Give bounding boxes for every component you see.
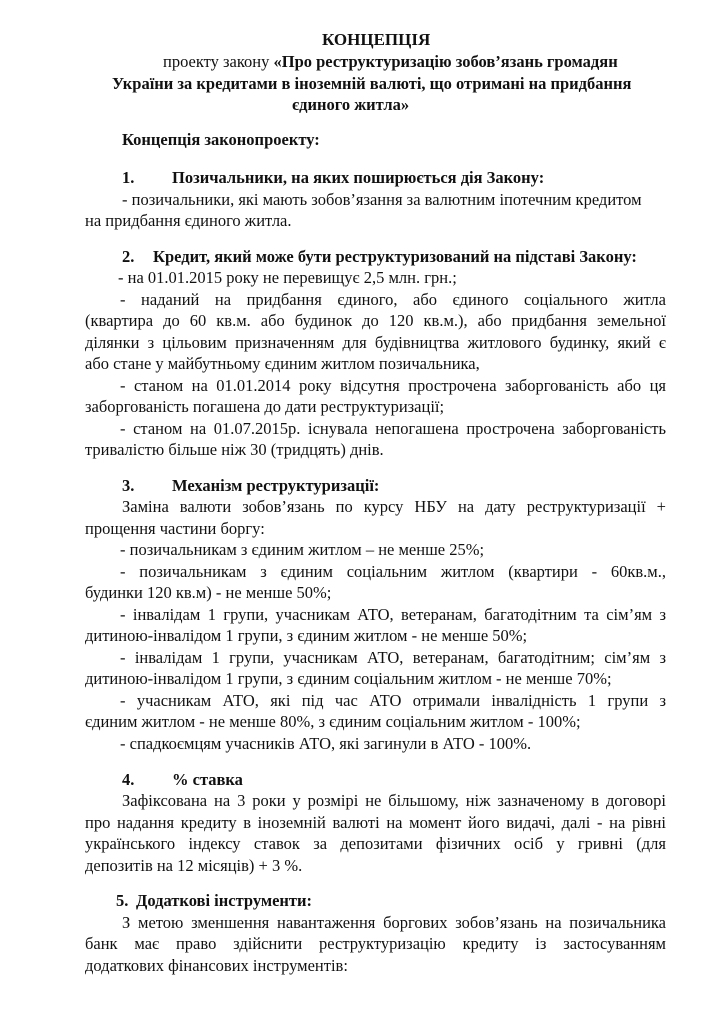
section-2-number: 2. [122,247,135,266]
subtitle-line-1 [163,52,618,72]
section-1-number: 1. [122,168,135,187]
section-3-line-9: дитиною-інвалідом 1 групи, з єдиним соціальним житлом - не менше 70%; [85,669,612,688]
section-2-line-2: - наданий на придбання єдиного, або єдиного соціального житла [120,290,666,309]
section-3-line-7: дитиною-інвалідом 1 групи, з єдиним житлом - не менше 50%; [85,626,528,645]
section-3-line-3: - позичальникам з єдиним житлом – не менше 25%; [120,540,485,559]
section-5-number: 5. [116,891,129,910]
subtitle-line-3: єдиного житла» [292,95,410,114]
section-5-line-1: З метою зменшення навантаження боргових зобов’язань на позичальника [122,913,666,932]
section-3-line-1: Заміна валюти зобов’язань по курсу НБУ на дату реструктуризації + [122,497,666,516]
subtitle-line-2: України за кредитами в іноземній валюті, що отримані на придбання [112,74,632,93]
section-4-line-4: депозитів на 12 місяців) + 3 %. [85,856,303,875]
section-1-line-2: на придбання єдиного житла. [85,211,292,230]
subtitle-prefix: проекту закону [163,52,274,71]
section-3-number: 3. [122,476,135,495]
section-5-line-2: банк має право здійснити реструктуризацію кредиту із застосуванням [85,934,666,953]
section-2-line-3: (квартира до 60 кв.м. або будинок до 120 кв.м.), або придбання земельної [85,311,666,330]
subtitle-bold-1: «Про реструктуризацію зобов’язань громадян [273,52,618,71]
section-4-heading: % ставка [172,770,243,789]
document-title: КОНЦЕПЦІЯ [322,30,431,49]
section-5-heading: Додаткові інструменти: [136,891,313,910]
section-1-heading: Позичальники, на яких поширюється дія Закону: [172,168,545,187]
section-4-line-1: Зафіксована на 3 роки у розмірі не більшому, ніж зазначеному в договорі [122,791,666,810]
section-2-line-7: заборгованість погашена до дати реструктуризації; [85,397,445,416]
section-2-heading: Кредит, який може бути реструктуризований на підставі Закону: [153,247,637,266]
section-2-line-5: або стане у майбутньому єдиним житлом позичальника, [85,354,480,373]
section-3-line-8: - інвалідам 1 групи, учасникам АТО, ветеранам, багатодітним; сім’ям з [120,648,666,667]
section-3-heading: Механізм реструктуризації: [172,476,380,495]
section-3-line-11: єдиним житлом - не менше 80%, з єдиним соціальним житлом - 100%; [85,712,581,731]
section-2-line-4: ділянки з цільовим призначенням для будівництва житлового будинку, який є [85,333,666,352]
section-2-line-1: - на 01.01.2015 року не перевищує 2,5 млн. грн.; [118,268,457,287]
section-5-line-3: додаткових фінансових інструментів: [85,956,348,975]
section-2-line-9: тривалістю більше ніж 30 (тридцять) днів. [85,440,384,459]
section-4-line-2: про надання кредиту в іноземній валюті на момент його видачі, далі - на рівні [85,813,666,832]
section-2-line-6: - станом на 01.01.2014 року відсутня прострочена заборгованість або ця [120,376,666,395]
section-4-number: 4. [122,770,135,789]
section-3-line-6: - інвалідам 1 групи, учасникам АТО, ветеранам, багатодітним та сім’ям з [120,605,666,624]
section-2-line-8: - станом на 01.07.2015р. існувала непогашена прострочена заборгованість [120,419,666,438]
section-3-line-10: - учасникам АТО, які під час АТО отримали інвалідність 1 групи з [120,691,666,710]
section-3-line-2: прощення частини боргу: [85,519,265,538]
section-3-line-12: - спадкоємцям учасників АТО, які загинули в АТО - 100%. [120,734,532,753]
section-3-line-5: будинки 120 кв.м) - не менше 50%; [85,583,332,602]
section-3-line-4: - позичальникам з єдиним соціальним житлом (квартири - 60кв.м., [120,562,666,581]
section-4-line-3: українського індексу ставок за депозитами фізичних осіб у гривні (для [85,834,666,853]
concept-heading: Концепція законопроекту: [122,130,320,149]
section-1-line-1: - позичальники, які мають зобов’язання за валютним іпотечним кредитом [122,190,642,209]
